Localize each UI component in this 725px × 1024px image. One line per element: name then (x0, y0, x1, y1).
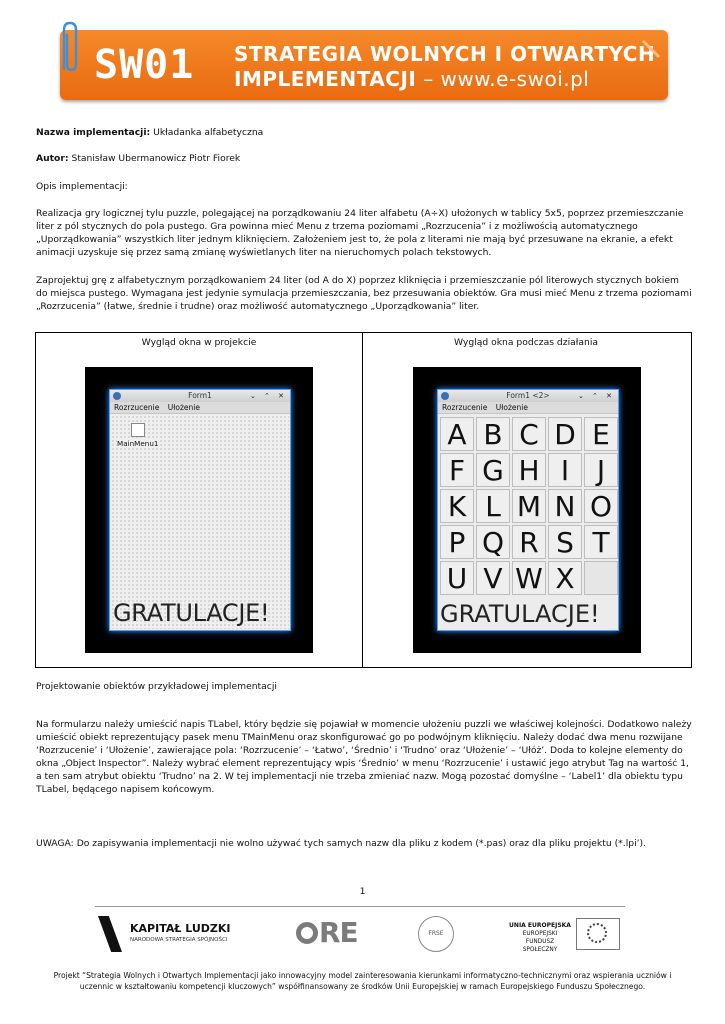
frse-logo: FRSE (418, 916, 454, 952)
menu-bar (110, 402, 290, 414)
kl-title: KAPITAŁ LUDZKI (130, 922, 231, 935)
eu-logo-text: UNIA EUROPEJSKA EUROPEJSKI FUNDUSZ SPOŁECZNY (509, 922, 571, 953)
kl-subtitle: NARODOWA STRATEGIA SPÓJNOŚCI (130, 937, 228, 943)
design-screenshot (85, 367, 313, 653)
congrats-label: GRATULACJE! (440, 600, 600, 628)
implementation-name: Nazwa implementacji: Układanka alfabetyczna (36, 127, 264, 138)
ore-logo: RE (296, 916, 358, 949)
pencil-icon (640, 38, 662, 60)
menu-rozrzucenie[interactable]: Rozrzucenie (114, 403, 160, 412)
letter-tile[interactable]: P (440, 525, 474, 559)
letter-tile[interactable]: E (584, 417, 618, 451)
design-heading: Projektowanie obiektów przykładowej implementacji (36, 681, 277, 692)
banner-title-line2: IMPLEMENTACJI – www.e-swoi.pl (234, 67, 590, 91)
letter-tile[interactable]: M (512, 489, 546, 523)
project-footer-note: Projekt “Strategia Wolnych i Otwartych Implementacji jako innowacyjny model zainteresowania kierunkami informatyczno-technicznymi oraz wspierania uczniów i uczennic w kształtowaniu kompetencji kluczowych” współfinansowany ze środków Unii Europejskiej w ramach Europejskiego Funduszu Społecznego. (53, 971, 672, 991)
kl-mark-icon (98, 916, 122, 952)
letter-tile[interactable]: O (584, 489, 618, 523)
letter-tile[interactable]: D (548, 417, 582, 451)
page-number: 1 (359, 886, 366, 897)
footer-logos (0, 912, 725, 960)
letter-tile[interactable]: B (476, 417, 510, 451)
letter-tile[interactable]: R (512, 525, 546, 559)
app-icon (441, 392, 449, 400)
menu-bar (438, 402, 618, 414)
left-caption: Wygląd okna w projekcie (141, 337, 257, 348)
letter-tile[interactable] (584, 561, 618, 595)
design-window (109, 389, 291, 631)
mainmenu-component-icon[interactable] (131, 423, 145, 437)
swoi-logo: SW01 (94, 42, 195, 88)
window-titlebar (110, 390, 290, 402)
runtime-screenshot (413, 367, 641, 653)
runtime-window (437, 389, 619, 631)
letter-tile[interactable]: I (548, 453, 582, 487)
letter-tile[interactable]: V (476, 561, 510, 595)
letter-tile[interactable]: T (584, 525, 618, 559)
congrats-label: GRATULACJE! (113, 599, 270, 627)
footer-divider (95, 906, 625, 907)
window-titlebar (438, 390, 618, 402)
letter-tile[interactable]: X (548, 561, 582, 595)
letter-tile[interactable]: W (512, 561, 546, 595)
paragraph-3: Na formularzu należy umieścić napis TLabel, który będzie się pojawiał w momencie ułożeniu puzzli we właściwej kolejności. Dodatkowo należy umieścić obiekt reprezentujący pasek menu TMainMenu oraz skonfigurować go po podwójnym kliknięciu. Należy dodać dwa menu rozwijane ‘Rozrzucenie’ i ‘Ułożenie’, zawierające pola: ‘Rozrzucenie’ – ‘Łatwo’, ‘Średnio’ i ‘Trudno’ oraz ‘Ułożenie’ – ‘Ułóż’. Doda to kolejne elementy do okna „Object Inspector”. Należy wybrać element reprezentujący wpis ‘Średnio’ w menu ‘Rozrzucenie’ i ustawić jego atrybut Tag na wartość 1, a ten sam atrybut obiektu ‘Trudno’ na 2. W tej implementacji nie trzeba zmieniać nazw. Mogą pozostać domyślne – ‘Label1’ dla obiektu typu TLabel, będącego napisem końcowym. (36, 719, 692, 795)
letter-grid (440, 417, 618, 595)
window-title: Form1 (188, 391, 212, 400)
screenshots-table (35, 332, 692, 668)
letter-tile[interactable]: Q (476, 525, 510, 559)
letter-tile[interactable]: S (548, 525, 582, 559)
window-title: Form1 <2> (506, 391, 550, 400)
letter-tile[interactable]: U (440, 561, 474, 595)
letter-tile[interactable]: H (512, 453, 546, 487)
warning-note: UWAGA: Do zapisywania implementacji nie wolno używać tych samych nazw dla pliku z kodem (*.pas) oraz dla pliku projektu (*.lpi’). (36, 838, 647, 849)
menu-ulozenie[interactable]: Ułożenie (167, 403, 200, 412)
window-controls[interactable]: ⌄ ⌃ ✕ (249, 392, 287, 400)
author: Autor: Stanisław Ubermanowicz Piotr Fiorek (36, 153, 241, 164)
menu-rozrzucenie[interactable]: Rozrzucenie (442, 403, 488, 412)
table-divider (362, 333, 363, 667)
menu-ulozenie[interactable]: Ułożenie (495, 403, 528, 412)
app-icon (113, 392, 121, 400)
letter-tile[interactable]: L (476, 489, 510, 523)
design-grid (111, 415, 289, 629)
letter-tile[interactable]: A (440, 417, 474, 451)
paragraph-2: Zaprojektuj grę z alfabetycznym porządkowaniem 24 liter (od A do X) poprzez kliknięcia i przemieszczanie pól literowych stycznych bokiem do miejsca pustego. Wymagana jest jedynie symulacja przemieszczania, bez przesuwania obiektów. Gra musi mieć Menu z trzema poziomami „Rozrzucenia” (łatwe, średnie i trudne) oraz możliwość automatycznego „Uporządkowania” liter. (36, 275, 692, 312)
paperclip-icon (58, 20, 80, 76)
letter-tile[interactable]: G (476, 453, 510, 487)
letter-tile[interactable]: K (440, 489, 474, 523)
letter-tile[interactable]: F (440, 453, 474, 487)
mainmenu-label: MainMenu1 (117, 439, 159, 448)
kapital-ludzki-logo (98, 914, 258, 956)
letter-tile[interactable]: C (512, 417, 546, 451)
paragraph-1: Realizacja gry logicznej tylu puzzle, polegającej na porządkowaniu 24 liter alfabetu (A÷X) ułożonych w tablicy 5x5, poprzez przemieszczanie liter z pól stycznych do pola pustego. Gra powinna mieć Menu z trzema poziomami „Rozrzucenia” i z możliwością automatycznego „Uporządkowania” wszystkich liter jednym kliknięciem. Założeniem jest to, że pola z literami nie mają być przesuwane na ekranie, a efekt animacji uzyskuje się przez samą zmianę wyświetlanych liter na nieruchomych polach tekstowych. (36, 208, 684, 258)
eu-flag-icon (576, 918, 620, 950)
window-controls[interactable]: ⌄ ⌃ ✕ (577, 392, 615, 400)
letter-tile[interactable]: J (584, 453, 618, 487)
right-caption: Wygląd okna podczas działania (453, 337, 599, 348)
letter-tile[interactable]: N (548, 489, 582, 523)
header-banner (60, 30, 668, 100)
banner-title-line1: STRATEGIA WOLNYCH I OTWARTYCH (234, 42, 656, 66)
ore-o-icon (296, 922, 318, 944)
description-heading: Opis implementacji: (36, 181, 128, 192)
